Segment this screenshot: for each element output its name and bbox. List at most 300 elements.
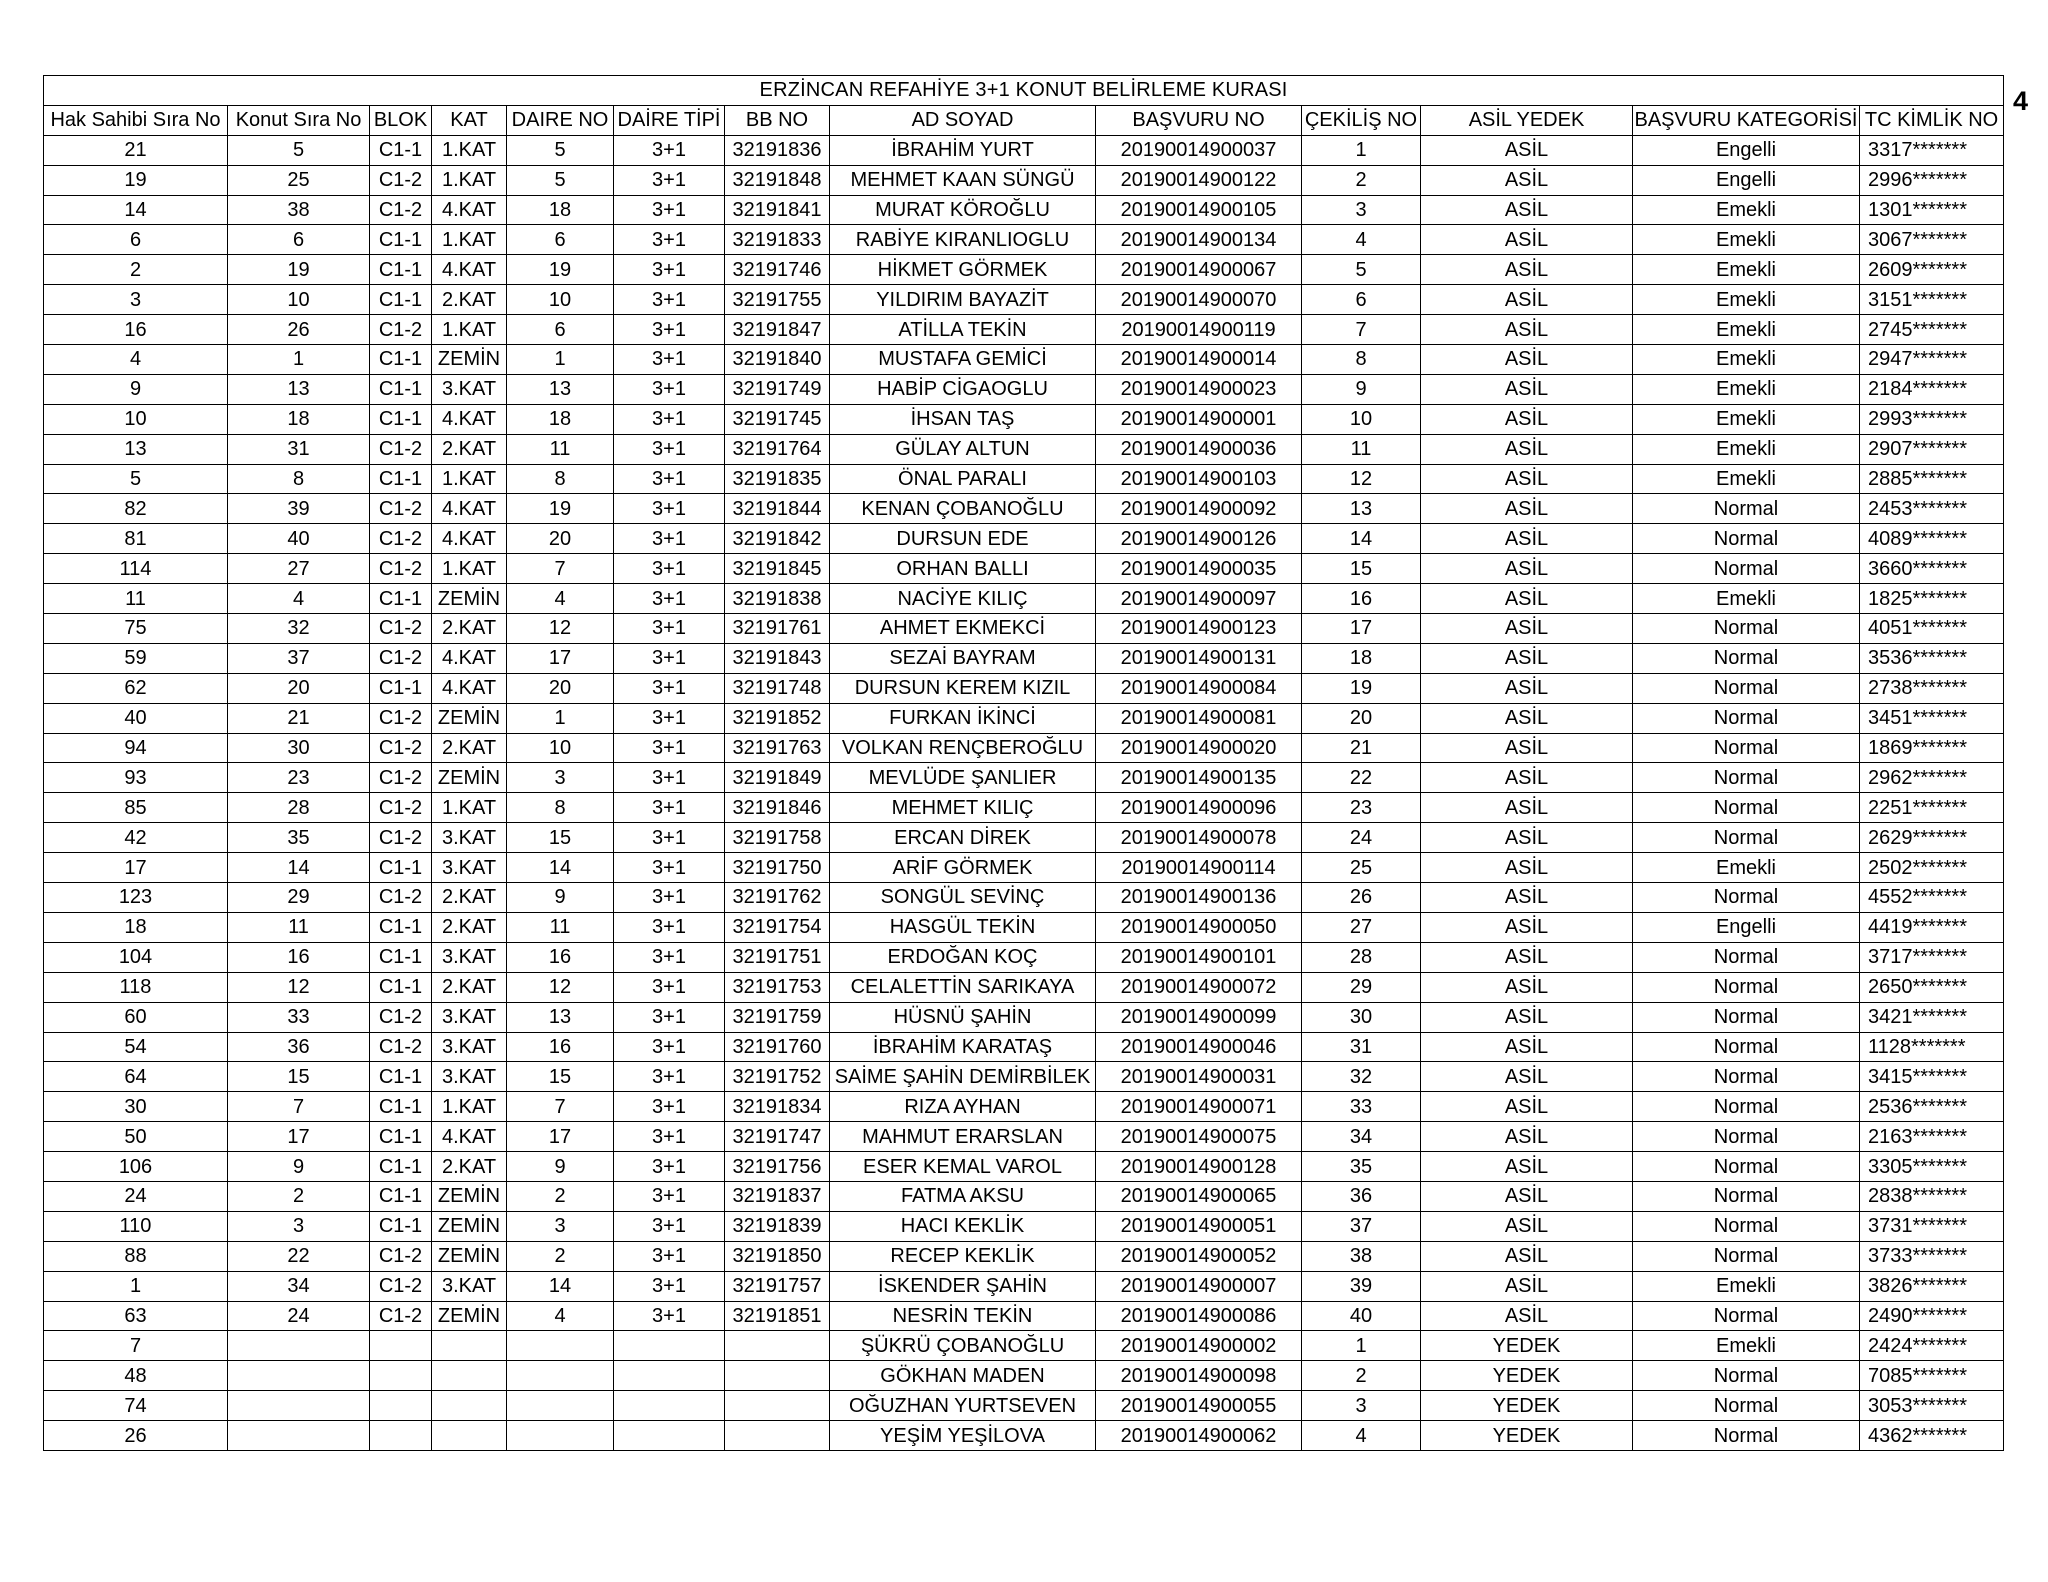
cell-kat: ZEMİN <box>432 1181 507 1211</box>
cell-bb-no <box>725 1421 830 1451</box>
cell-blok: C1-2 <box>370 1301 432 1331</box>
cell-cekilis-no: 4 <box>1302 225 1421 255</box>
cell-daire-no: 6 <box>507 315 614 345</box>
table-row <box>44 1211 2004 1241</box>
cell-bb-no: 32191759 <box>725 1002 830 1032</box>
cell-tc-kimlik-no: 4089******* <box>1860 524 2004 554</box>
cell-bb-no: 32191755 <box>725 285 830 315</box>
cell-konut-sira-no: 39 <box>228 494 370 524</box>
cell-daire-no: 11 <box>507 912 614 942</box>
cell-blok: C1-2 <box>370 1271 432 1301</box>
cell-blok: C1-1 <box>370 255 432 285</box>
cell-tc-kimlik-no: 3151******* <box>1860 285 2004 315</box>
cell-kat: 3.KAT <box>432 1271 507 1301</box>
table-row <box>44 883 2004 913</box>
cell-bb-no: 32191847 <box>725 315 830 345</box>
cell-bb-no: 32191844 <box>725 494 830 524</box>
cell-hak-sahibi-sira-no: 5 <box>44 464 228 494</box>
cell-daire-tipi: 3+1 <box>614 1062 725 1092</box>
cell-tc-kimlik-no: 3421******* <box>1860 1002 2004 1032</box>
cell-bb-no: 32191834 <box>725 1092 830 1122</box>
cell-daire-tipi: 3+1 <box>614 374 725 404</box>
cell-daire-no: 1 <box>507 703 614 733</box>
cell-kat: 3.KAT <box>432 1002 507 1032</box>
cell-bb-no: 32191746 <box>725 255 830 285</box>
table-row <box>44 793 2004 823</box>
cell-hak-sahibi-sira-no: 14 <box>44 195 228 225</box>
cell-kat: 4.KAT <box>432 524 507 554</box>
cell-bb-no: 32191843 <box>725 643 830 673</box>
cell-basvuru-kategorisi: Emekli <box>1633 225 1860 255</box>
cell-bb-no: 32191760 <box>725 1032 830 1062</box>
cell-ad-soyad: DURSUN EDE <box>830 524 1096 554</box>
cell-cekilis-no: 12 <box>1302 464 1421 494</box>
cell-cekilis-no: 22 <box>1302 763 1421 793</box>
cell-bb-no: 32191748 <box>725 673 830 703</box>
cell-cekilis-no: 17 <box>1302 614 1421 644</box>
cell-konut-sira-no: 40 <box>228 524 370 554</box>
cell-daire-no: 2 <box>507 1181 614 1211</box>
table-row <box>44 643 2004 673</box>
cell-ad-soyad: HİKMET GÖRMEK <box>830 255 1096 285</box>
cell-basvuru-no: 20190014900131 <box>1096 643 1302 673</box>
cell-tc-kimlik-no: 2745******* <box>1860 315 2004 345</box>
cell-hak-sahibi-sira-no: 114 <box>44 554 228 584</box>
cell-hak-sahibi-sira-no: 3 <box>44 285 228 315</box>
cell-basvuru-no: 20190014900071 <box>1096 1092 1302 1122</box>
cell-kat: 4.KAT <box>432 255 507 285</box>
cell-daire-no: 9 <box>507 883 614 913</box>
cell-cekilis-no: 37 <box>1302 1211 1421 1241</box>
cell-tc-kimlik-no: 3733******* <box>1860 1241 2004 1271</box>
cell-cekilis-no: 2 <box>1302 165 1421 195</box>
cell-asil-yedek: ASİL <box>1421 494 1633 524</box>
cell-asil-yedek: ASİL <box>1421 643 1633 673</box>
cell-daire-tipi: 3+1 <box>614 942 725 972</box>
cell-kat: 2.KAT <box>432 434 507 464</box>
cell-hak-sahibi-sira-no: 81 <box>44 524 228 554</box>
cell-basvuru-kategorisi: Emekli <box>1633 434 1860 464</box>
cell-daire-tipi: 3+1 <box>614 823 725 853</box>
cell-daire-tipi: 3+1 <box>614 1211 725 1241</box>
cell-blok: C1-2 <box>370 883 432 913</box>
cell-asil-yedek: YEDEK <box>1421 1391 1633 1421</box>
cell-kat: 2.KAT <box>432 972 507 1002</box>
cell-ad-soyad: ERDOĞAN KOÇ <box>830 942 1096 972</box>
cell-blok: C1-2 <box>370 823 432 853</box>
table-row <box>44 464 2004 494</box>
cell-daire-no: 13 <box>507 1002 614 1032</box>
cell-blok: C1-2 <box>370 1032 432 1062</box>
cell-konut-sira-no: 20 <box>228 673 370 703</box>
table-row <box>44 315 2004 345</box>
cell-basvuru-kategorisi: Normal <box>1633 1361 1860 1391</box>
cell-hak-sahibi-sira-no: 85 <box>44 793 228 823</box>
cell-blok: C1-1 <box>370 1092 432 1122</box>
cell-tc-kimlik-no: 2163******* <box>1860 1122 2004 1152</box>
cell-tc-kimlik-no: 2609******* <box>1860 255 2004 285</box>
cell-ad-soyad: SAİME ŞAHİN DEMİRBİLEK <box>830 1062 1096 1092</box>
cell-blok: C1-2 <box>370 703 432 733</box>
cell-daire-no: 18 <box>507 404 614 434</box>
table-row <box>44 165 2004 195</box>
cell-blok: C1-1 <box>370 1062 432 1092</box>
cell-tc-kimlik-no: 2907******* <box>1860 434 2004 464</box>
cell-asil-yedek: ASİL <box>1421 1062 1633 1092</box>
cell-bb-no: 32191754 <box>725 912 830 942</box>
cell-basvuru-kategorisi: Normal <box>1633 1241 1860 1271</box>
cell-daire-tipi: 3+1 <box>614 643 725 673</box>
cell-ad-soyad: İSKENDER ŞAHİN <box>830 1271 1096 1301</box>
cell-asil-yedek: ASİL <box>1421 912 1633 942</box>
cell-ad-soyad: İBRAHİM YURT <box>830 135 1096 165</box>
cell-basvuru-no: 20190014900067 <box>1096 255 1302 285</box>
cell-daire-tipi: 3+1 <box>614 345 725 375</box>
cell-ad-soyad: MEHMET KILIÇ <box>830 793 1096 823</box>
cell-tc-kimlik-no: 4552******* <box>1860 883 2004 913</box>
table-row <box>44 703 2004 733</box>
cell-ad-soyad: HABİP CİGAOGLU <box>830 374 1096 404</box>
cell-blok: C1-2 <box>370 614 432 644</box>
cell-tc-kimlik-no: 1128******* <box>1860 1032 2004 1062</box>
cell-blok: C1-2 <box>370 1002 432 1032</box>
cell-basvuru-kategorisi: Normal <box>1633 1062 1860 1092</box>
cell-basvuru-kategorisi: Emekli <box>1633 285 1860 315</box>
cell-hak-sahibi-sira-no: 19 <box>44 165 228 195</box>
cell-daire-no: 20 <box>507 673 614 703</box>
table-row <box>44 285 2004 315</box>
cell-basvuru-no: 20190014900070 <box>1096 285 1302 315</box>
cell-konut-sira-no: 6 <box>228 225 370 255</box>
cell-basvuru-no: 20190014900092 <box>1096 494 1302 524</box>
cell-konut-sira-no: 4 <box>228 584 370 614</box>
cell-kat: ZEMİN <box>432 345 507 375</box>
cell-basvuru-no: 20190014900119 <box>1096 315 1302 345</box>
table-row <box>44 434 2004 464</box>
table-row <box>44 673 2004 703</box>
cell-konut-sira-no: 25 <box>228 165 370 195</box>
cell-hak-sahibi-sira-no: 60 <box>44 1002 228 1032</box>
cell-cekilis-no: 11 <box>1302 434 1421 464</box>
cell-blok: C1-1 <box>370 1122 432 1152</box>
cell-basvuru-no: 20190014900055 <box>1096 1391 1302 1421</box>
cell-cekilis-no: 13 <box>1302 494 1421 524</box>
cell-konut-sira-no: 29 <box>228 883 370 913</box>
cell-kat: 4.KAT <box>432 1122 507 1152</box>
cell-basvuru-no: 20190014900099 <box>1096 1002 1302 1032</box>
cell-tc-kimlik-no: 2453******* <box>1860 494 2004 524</box>
cell-asil-yedek: ASİL <box>1421 315 1633 345</box>
cell-basvuru-no: 20190014900065 <box>1096 1181 1302 1211</box>
cell-daire-tipi: 3+1 <box>614 1092 725 1122</box>
table-row <box>44 1032 2004 1062</box>
cell-basvuru-kategorisi: Normal <box>1633 883 1860 913</box>
cell-tc-kimlik-no: 7085******* <box>1860 1361 2004 1391</box>
cell-tc-kimlik-no: 1301******* <box>1860 195 2004 225</box>
cell-bb-no: 32191849 <box>725 763 830 793</box>
cell-daire-no: 17 <box>507 643 614 673</box>
cell-daire-tipi: 3+1 <box>614 524 725 554</box>
cell-asil-yedek: ASİL <box>1421 135 1633 165</box>
cell-hak-sahibi-sira-no: 118 <box>44 972 228 1002</box>
cell-kat: ZEMİN <box>432 763 507 793</box>
page-number: 4 <box>2013 86 2029 116</box>
cell-daire-no: 10 <box>507 285 614 315</box>
cell-konut-sira-no: 36 <box>228 1032 370 1062</box>
cell-basvuru-kategorisi: Normal <box>1633 972 1860 1002</box>
cell-hak-sahibi-sira-no: 24 <box>44 1181 228 1211</box>
cell-daire-tipi: 3+1 <box>614 1271 725 1301</box>
cell-asil-yedek: YEDEK <box>1421 1331 1633 1361</box>
cell-daire-no: 5 <box>507 135 614 165</box>
cell-tc-kimlik-no: 3451******* <box>1860 703 2004 733</box>
table-row <box>44 135 2004 165</box>
cell-bb-no: 32191763 <box>725 733 830 763</box>
cell-basvuru-kategorisi: Engelli <box>1633 165 1860 195</box>
cell-hak-sahibi-sira-no: 82 <box>44 494 228 524</box>
cell-daire-no: 13 <box>507 374 614 404</box>
cell-basvuru-no: 20190014900122 <box>1096 165 1302 195</box>
cell-konut-sira-no: 35 <box>228 823 370 853</box>
cell-kat: 1.KAT <box>432 225 507 255</box>
cell-blok: C1-2 <box>370 315 432 345</box>
cell-blok: C1-2 <box>370 494 432 524</box>
cell-kat: 1.KAT <box>432 464 507 494</box>
cell-daire-tipi: 3+1 <box>614 554 725 584</box>
cell-cekilis-no: 23 <box>1302 793 1421 823</box>
cell-kat: 2.KAT <box>432 1152 507 1182</box>
cell-hak-sahibi-sira-no: 74 <box>44 1391 228 1421</box>
cell-ad-soyad: NACİYE KILIÇ <box>830 584 1096 614</box>
cell-bb-no: 32191838 <box>725 584 830 614</box>
cell-asil-yedek: ASİL <box>1421 1241 1633 1271</box>
table-row <box>44 972 2004 1002</box>
cell-kat: 4.KAT <box>432 494 507 524</box>
cell-cekilis-no: 5 <box>1302 255 1421 285</box>
column-header-basvuru-no: BAŞVURU NO <box>1096 105 1302 135</box>
cell-bb-no: 32191842 <box>725 524 830 554</box>
cell-tc-kimlik-no: 3305******* <box>1860 1152 2004 1182</box>
cell-daire-tipi <box>614 1391 725 1421</box>
cell-asil-yedek: ASİL <box>1421 404 1633 434</box>
cell-bb-no: 32191846 <box>725 793 830 823</box>
column-header-kat: KAT <box>432 105 507 135</box>
cell-konut-sira-no: 1 <box>228 345 370 375</box>
cell-kat: 4.KAT <box>432 404 507 434</box>
cell-daire-no: 12 <box>507 614 614 644</box>
cell-asil-yedek: ASİL <box>1421 1152 1633 1182</box>
cell-basvuru-kategorisi: Emekli <box>1633 1271 1860 1301</box>
cell-daire-tipi: 3+1 <box>614 494 725 524</box>
cell-basvuru-no: 20190014900123 <box>1096 614 1302 644</box>
cell-basvuru-kategorisi: Normal <box>1633 1152 1860 1182</box>
cell-basvuru-kategorisi: Engelli <box>1633 912 1860 942</box>
cell-blok <box>370 1421 432 1451</box>
cell-daire-no: 15 <box>507 823 614 853</box>
cell-daire-tipi: 3+1 <box>614 793 725 823</box>
cell-daire-tipi: 3+1 <box>614 285 725 315</box>
cell-bb-no: 32191851 <box>725 1301 830 1331</box>
cell-asil-yedek: ASİL <box>1421 434 1633 464</box>
cell-hak-sahibi-sira-no: 16 <box>44 315 228 345</box>
cell-basvuru-no: 20190014900062 <box>1096 1421 1302 1451</box>
cell-konut-sira-no: 8 <box>228 464 370 494</box>
cell-blok <box>370 1361 432 1391</box>
cell-basvuru-kategorisi: Normal <box>1633 763 1860 793</box>
cell-hak-sahibi-sira-no: 54 <box>44 1032 228 1062</box>
cell-hak-sahibi-sira-no: 59 <box>44 643 228 673</box>
cell-cekilis-no: 15 <box>1302 554 1421 584</box>
cell-basvuru-no: 20190014900002 <box>1096 1331 1302 1361</box>
cell-cekilis-no: 3 <box>1302 1391 1421 1421</box>
cell-asil-yedek: ASİL <box>1421 1181 1633 1211</box>
cell-kat <box>432 1361 507 1391</box>
cell-ad-soyad: SEZAİ BAYRAM <box>830 643 1096 673</box>
cell-blok: C1-2 <box>370 733 432 763</box>
cell-cekilis-no: 20 <box>1302 703 1421 733</box>
cell-blok: C1-1 <box>370 345 432 375</box>
cell-ad-soyad: İHSAN TAŞ <box>830 404 1096 434</box>
cell-hak-sahibi-sira-no: 30 <box>44 1092 228 1122</box>
cell-asil-yedek: ASİL <box>1421 942 1633 972</box>
cell-konut-sira-no: 34 <box>228 1271 370 1301</box>
cell-basvuru-no: 20190014900126 <box>1096 524 1302 554</box>
table-row <box>44 733 2004 763</box>
cell-konut-sira-no: 23 <box>228 763 370 793</box>
table-row <box>44 1331 2004 1361</box>
cell-daire-no: 18 <box>507 195 614 225</box>
cell-asil-yedek: ASİL <box>1421 255 1633 285</box>
cell-tc-kimlik-no: 3415******* <box>1860 1062 2004 1092</box>
cell-daire-tipi: 3+1 <box>614 165 725 195</box>
cell-kat: ZEMİN <box>432 1301 507 1331</box>
cell-ad-soyad: ERCAN DİREK <box>830 823 1096 853</box>
cell-konut-sira-no: 26 <box>228 315 370 345</box>
cell-daire-no <box>507 1331 614 1361</box>
cell-cekilis-no: 18 <box>1302 643 1421 673</box>
cell-basvuru-kategorisi: Normal <box>1633 1002 1860 1032</box>
cell-daire-no: 19 <box>507 494 614 524</box>
cell-bb-no: 32191839 <box>725 1211 830 1241</box>
cell-basvuru-kategorisi: Emekli <box>1633 853 1860 883</box>
cell-daire-tipi: 3+1 <box>614 883 725 913</box>
cell-basvuru-no: 20190014900135 <box>1096 763 1302 793</box>
cell-basvuru-kategorisi: Normal <box>1633 703 1860 733</box>
cell-daire-tipi: 3+1 <box>614 135 725 165</box>
cell-basvuru-no: 20190014900020 <box>1096 733 1302 763</box>
cell-basvuru-kategorisi: Emekli <box>1633 404 1860 434</box>
cell-konut-sira-no: 27 <box>228 554 370 584</box>
cell-bb-no: 32191852 <box>725 703 830 733</box>
cell-basvuru-no: 20190014900051 <box>1096 1211 1302 1241</box>
cell-kat: 3.KAT <box>432 1062 507 1092</box>
cell-kat: ZEMİN <box>432 584 507 614</box>
cell-hak-sahibi-sira-no: 6 <box>44 225 228 255</box>
cell-basvuru-kategorisi: Normal <box>1633 1421 1860 1451</box>
cell-daire-no: 17 <box>507 1122 614 1152</box>
cell-daire-tipi: 3+1 <box>614 972 725 1002</box>
cell-kat: 1.KAT <box>432 315 507 345</box>
table-row <box>44 1092 2004 1122</box>
cell-daire-tipi <box>614 1331 725 1361</box>
cell-konut-sira-no <box>228 1331 370 1361</box>
table-row <box>44 1421 2004 1451</box>
cell-basvuru-kategorisi: Normal <box>1633 554 1860 584</box>
cell-kat: 3.KAT <box>432 1032 507 1062</box>
cell-blok <box>370 1391 432 1421</box>
cell-kat: 1.KAT <box>432 554 507 584</box>
cell-basvuru-kategorisi: Emekli <box>1633 315 1860 345</box>
cell-blok: C1-1 <box>370 673 432 703</box>
cell-konut-sira-no: 14 <box>228 853 370 883</box>
cell-cekilis-no: 24 <box>1302 823 1421 853</box>
cell-basvuru-no: 20190014900081 <box>1096 703 1302 733</box>
cell-cekilis-no: 1 <box>1302 1331 1421 1361</box>
cell-hak-sahibi-sira-no: 110 <box>44 1211 228 1241</box>
cell-ad-soyad: RECEP KEKLİK <box>830 1241 1096 1271</box>
cell-konut-sira-no: 15 <box>228 1062 370 1092</box>
cell-basvuru-kategorisi: Normal <box>1633 1122 1860 1152</box>
table-row <box>44 614 2004 644</box>
cell-tc-kimlik-no: 2993******* <box>1860 404 2004 434</box>
cell-kat: 2.KAT <box>432 285 507 315</box>
cell-hak-sahibi-sira-no: 88 <box>44 1241 228 1271</box>
cell-bb-no: 32191841 <box>725 195 830 225</box>
cell-daire-tipi: 3+1 <box>614 464 725 494</box>
cell-basvuru-kategorisi: Normal <box>1633 673 1860 703</box>
cell-basvuru-no: 20190014900096 <box>1096 793 1302 823</box>
cell-daire-no: 5 <box>507 165 614 195</box>
cell-daire-tipi: 3+1 <box>614 225 725 255</box>
table-row <box>44 195 2004 225</box>
cell-hak-sahibi-sira-no: 18 <box>44 912 228 942</box>
cell-daire-no: 16 <box>507 1032 614 1062</box>
cell-ad-soyad: HASGÜL TEKİN <box>830 912 1096 942</box>
cell-tc-kimlik-no: 4362******* <box>1860 1421 2004 1451</box>
cell-tc-kimlik-no: 1869******* <box>1860 733 2004 763</box>
cell-basvuru-no: 20190014900036 <box>1096 434 1302 464</box>
cell-basvuru-kategorisi: Normal <box>1633 1211 1860 1241</box>
cell-konut-sira-no: 33 <box>228 1002 370 1032</box>
cell-ad-soyad: VOLKAN RENÇBEROĞLU <box>830 733 1096 763</box>
cell-daire-tipi: 3+1 <box>614 1241 725 1271</box>
cell-ad-soyad: SONGÜL SEVİNÇ <box>830 883 1096 913</box>
cell-konut-sira-no: 7 <box>228 1092 370 1122</box>
cell-daire-tipi: 3+1 <box>614 404 725 434</box>
cell-tc-kimlik-no: 2838******* <box>1860 1181 2004 1211</box>
cell-tc-kimlik-no: 2251******* <box>1860 793 2004 823</box>
cell-konut-sira-no: 3 <box>228 1211 370 1241</box>
cell-basvuru-kategorisi: Normal <box>1633 733 1860 763</box>
cell-daire-no: 3 <box>507 763 614 793</box>
cell-cekilis-no: 16 <box>1302 584 1421 614</box>
cell-basvuru-no: 20190014900086 <box>1096 1301 1302 1331</box>
cell-daire-tipi: 3+1 <box>614 434 725 464</box>
cell-hak-sahibi-sira-no: 10 <box>44 404 228 434</box>
cell-daire-tipi: 3+1 <box>614 1301 725 1331</box>
cell-konut-sira-no: 12 <box>228 972 370 1002</box>
cell-ad-soyad: FURKAN İKİNCİ <box>830 703 1096 733</box>
cell-kat: 2.KAT <box>432 614 507 644</box>
cell-kat: 1.KAT <box>432 135 507 165</box>
cell-cekilis-no: 36 <box>1302 1181 1421 1211</box>
cell-konut-sira-no <box>228 1421 370 1451</box>
cell-bb-no: 32191751 <box>725 942 830 972</box>
cell-hak-sahibi-sira-no: 17 <box>44 853 228 883</box>
cell-ad-soyad: HÜSNÜ ŞAHİN <box>830 1002 1096 1032</box>
cell-blok: C1-2 <box>370 195 432 225</box>
cell-daire-tipi: 3+1 <box>614 1032 725 1062</box>
